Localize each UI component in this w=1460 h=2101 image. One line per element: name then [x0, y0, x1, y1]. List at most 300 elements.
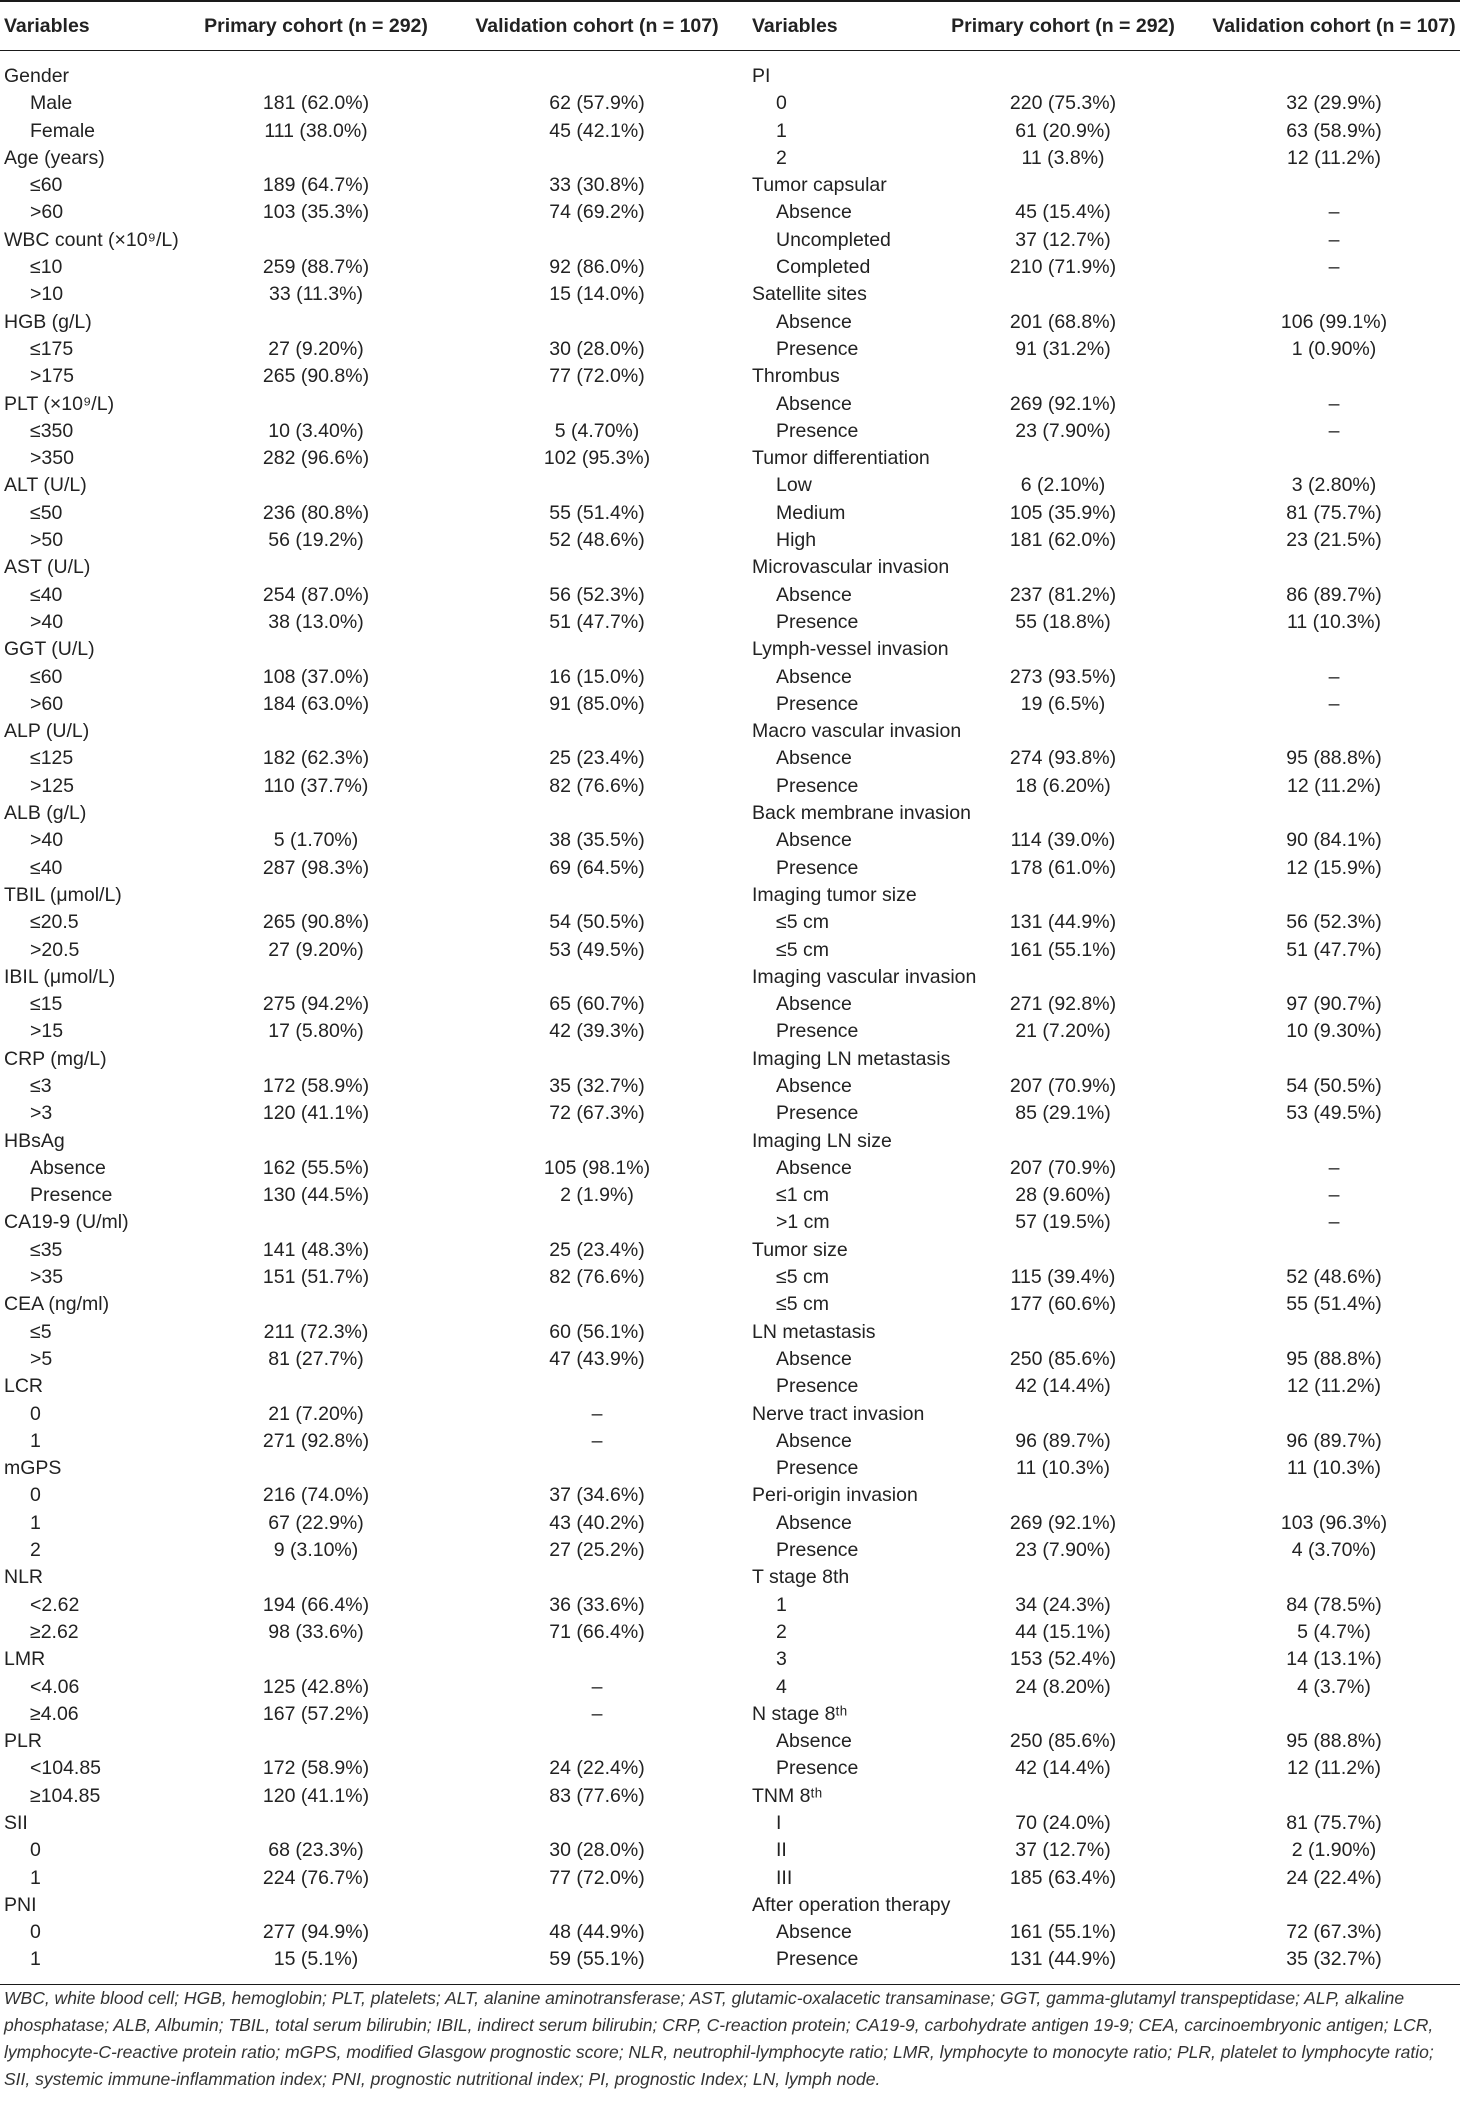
variable-group-label: Gender [4, 65, 70, 87]
variable-group-label: PI [752, 65, 771, 87]
variable-level-label: Absence [776, 1429, 852, 1452]
variable-level-label: Uncompleted [776, 228, 891, 251]
validation-cohort-value [450, 718, 744, 745]
primary-cohort-value [930, 1892, 1196, 1919]
primary-cohort-value: 24 (8.20%) [1015, 1675, 1111, 1698]
primary-cohort-value: 15 (5.1%) [273, 1948, 359, 1971]
primary-cohort-value: 172 (58.9%) [262, 1074, 370, 1097]
variable-group-label: Age (years) [4, 146, 105, 169]
primary-cohort-value: 96 (89.7%) [1015, 1429, 1111, 1452]
table-row [0, 718, 1460, 745]
variable-group-label: IBIL (μmol/L) [4, 965, 116, 988]
variable-level-label: Completed [776, 256, 871, 279]
validation-cohort-value [450, 1646, 744, 1673]
validation-cohort-value: 14 (13.1%) [1286, 1648, 1382, 1671]
table-row [0, 1755, 1460, 1782]
primary-cohort-value: 177 (60.6%) [1009, 1293, 1117, 1316]
variable-group-label: LN metastasis [752, 1320, 876, 1343]
validation-cohort-value: 60 (56.1%) [549, 1320, 645, 1343]
variable-level-label: 1 [776, 119, 787, 142]
validation-cohort-value: 5 (4.70%) [554, 419, 640, 442]
variable-group-label: Tumor size [752, 1238, 848, 1261]
primary-cohort-value [182, 1291, 450, 1318]
primary-cohort-value: 161 (55.1%) [1009, 938, 1117, 961]
primary-cohort-value: 265 (90.8%) [262, 365, 370, 388]
variable-level-label: Absence [776, 993, 852, 1016]
primary-cohort-value: 131 (44.9%) [1009, 1948, 1117, 1971]
validation-cohort-value: 51 (47.7%) [1286, 938, 1382, 961]
validation-cohort-value: 24 (22.4%) [549, 1757, 645, 1780]
validation-cohort-value: – [1328, 228, 1340, 251]
validation-cohort-value: 54 (50.5%) [1286, 1074, 1382, 1097]
validation-cohort-value: 47 (43.9%) [549, 1347, 645, 1370]
variable-level-label: Absence [776, 1511, 852, 1534]
primary-cohort-value: 19 (6.5%) [1020, 692, 1106, 715]
variable-group-label: ALB (g/L) [4, 802, 87, 825]
table-row [0, 418, 1460, 445]
variable-level-label: >35 [30, 1266, 64, 1289]
validation-cohort-value: 23 (21.5%) [1286, 529, 1382, 552]
primary-cohort-value [182, 718, 450, 745]
validation-cohort-value: 54 (50.5%) [549, 911, 645, 934]
primary-cohort-value: 236 (80.8%) [262, 501, 370, 524]
primary-cohort-value: 250 (85.6%) [1009, 1730, 1117, 1753]
table-row [0, 827, 1460, 854]
variable-level-label: ≤5 cm [776, 938, 829, 961]
validation-cohort-value [1196, 1892, 1460, 1919]
table-row [0, 1674, 1460, 1701]
variable-level-label: >20.5 [30, 938, 80, 961]
table-row [0, 1646, 1460, 1673]
validation-cohort-value: 62 (57.9%) [549, 92, 645, 115]
primary-cohort-value: 274 (93.8%) [1009, 747, 1117, 770]
primary-cohort-value [182, 1373, 450, 1400]
primary-cohort-value: 271 (92.8%) [262, 1429, 370, 1452]
validation-cohort-value: 53 (49.5%) [549, 938, 645, 961]
variable-group-label: Microvascular invasion [752, 556, 950, 579]
variable-level-label: 3 [776, 1648, 787, 1671]
variable-level-label: >60 [30, 201, 64, 224]
variable-level-label: Presence [776, 1102, 859, 1125]
variable-level-label: ≤1 cm [776, 1184, 829, 1207]
table-row [0, 1209, 1460, 1236]
variable-group-label: HGB (g/L) [4, 310, 92, 333]
variable-level-label: Presence [776, 692, 859, 715]
variable-level-label: ≤175 [30, 337, 74, 360]
table-row [0, 1100, 1460, 1127]
validation-cohort-value [450, 882, 744, 909]
primary-cohort-value [182, 1455, 450, 1482]
validation-cohort-value [1196, 882, 1460, 909]
validation-cohort-value: – [591, 1402, 603, 1425]
validation-cohort-value [450, 1810, 744, 1837]
primary-cohort-value [930, 1319, 1196, 1346]
primary-cohort-value: 182 (62.3%) [262, 747, 370, 770]
variable-level-label: Medium [776, 501, 846, 524]
table-row [0, 445, 1460, 472]
table-row [0, 1837, 1460, 1864]
col-header-primary-right: Primary cohort (n = 292) [930, 1, 1196, 51]
variable-group-label: Imaging LN metastasis [752, 1047, 951, 1070]
validation-cohort-value: 43 (40.2%) [549, 1511, 645, 1534]
table-row [0, 664, 1460, 691]
validation-cohort-value [450, 1291, 744, 1318]
primary-cohort-value [182, 1728, 450, 1755]
variable-group-label: Nerve tract invasion [752, 1402, 925, 1425]
variable-level-label: >125 [30, 774, 74, 797]
table-row [0, 472, 1460, 499]
variable-level-label: ≥104.85 [30, 1784, 101, 1807]
variable-level-label: Presence [776, 1757, 859, 1780]
validation-cohort-value: – [591, 1675, 603, 1698]
validation-cohort-value [450, 391, 744, 418]
variable-group-label: CRP (mg/L) [4, 1047, 107, 1070]
validation-cohort-value: 56 (52.3%) [1286, 911, 1382, 934]
table-row [0, 1264, 1460, 1291]
variable-level-label: >60 [30, 692, 64, 715]
validation-cohort-value [450, 1209, 744, 1236]
variable-level-label: Absence [776, 1347, 852, 1370]
variable-level-label: ≤5 cm [776, 1266, 829, 1289]
validation-cohort-value: 92 (86.0%) [549, 256, 645, 279]
primary-cohort-value [930, 1701, 1196, 1728]
primary-cohort-value: 5 (1.70%) [273, 829, 359, 852]
variable-level-label: Absence [776, 1921, 852, 1944]
validation-cohort-value: 36 (33.6%) [549, 1593, 645, 1616]
table-row [0, 1401, 1460, 1428]
variable-group-label: Imaging LN size [752, 1129, 892, 1152]
variable-level-label: ≤20.5 [30, 911, 79, 934]
validation-cohort-value: 30 (28.0%) [549, 337, 645, 360]
validation-cohort-value: 63 (58.9%) [1286, 119, 1382, 142]
primary-cohort-value: 120 (41.1%) [262, 1784, 370, 1807]
primary-cohort-value [930, 1128, 1196, 1155]
variable-group-label: Macro vascular invasion [752, 720, 962, 743]
validation-cohort-value: 12 (11.2%) [1287, 1757, 1381, 1780]
validation-cohort-value: 91 (85.0%) [549, 692, 645, 715]
validation-cohort-value [1196, 445, 1460, 472]
validation-cohort-value [1196, 1237, 1460, 1264]
primary-cohort-value: 167 (57.2%) [262, 1702, 370, 1725]
table-row [0, 882, 1460, 909]
table-row [0, 1155, 1460, 1182]
validation-cohort-value: 12 (11.2%) [1287, 1375, 1381, 1398]
primary-cohort-value: 178 (61.0%) [1009, 856, 1117, 879]
variable-level-label: Presence [776, 774, 859, 797]
primary-cohort-value: 237 (81.2%) [1009, 583, 1117, 606]
table-row [0, 1346, 1460, 1373]
variable-level-label: ≤15 [30, 993, 63, 1016]
variable-level-label: >10 [30, 283, 64, 306]
table-body [0, 51, 1460, 1985]
variable-group-label: Lymph-vessel invasion [752, 638, 949, 661]
primary-cohort-value: 125 (42.8%) [262, 1675, 370, 1698]
primary-cohort-value: 181 (62.0%) [262, 92, 370, 115]
variable-level-label: <104.85 [30, 1757, 102, 1780]
variable-level-label: 2 [776, 1620, 787, 1643]
primary-cohort-value: 207 (70.9%) [1009, 1074, 1117, 1097]
primary-cohort-value [182, 1810, 450, 1837]
validation-cohort-value [450, 51, 744, 91]
validation-cohort-value: 55 (51.4%) [1286, 1293, 1382, 1316]
validation-cohort-value: 52 (48.6%) [1286, 1266, 1382, 1289]
validation-cohort-value [1196, 281, 1460, 308]
validation-cohort-value [1196, 1401, 1460, 1428]
validation-cohort-value: 105 (98.1%) [543, 1156, 651, 1179]
variable-level-label: <2.62 [30, 1593, 80, 1616]
validation-cohort-value: 16 (15.0%) [549, 665, 645, 688]
table-row [0, 1919, 1460, 1946]
table-row [0, 1946, 1460, 1984]
variable-group-label: PLT (×10⁹/L) [4, 392, 115, 415]
variable-group-label: Tumor differentiation [752, 447, 930, 470]
variable-level-label: ≤10 [30, 256, 63, 279]
table-row [0, 1237, 1460, 1264]
variable-group-label: AST (U/L) [4, 556, 91, 579]
validation-cohort-value: 1 (0.90%) [1291, 337, 1377, 360]
variable-group-label: T stage 8th [752, 1566, 850, 1589]
variable-level-label: ≤125 [30, 747, 74, 770]
primary-cohort-value: 42 (14.4%) [1015, 1757, 1111, 1780]
validation-cohort-value [450, 1892, 744, 1919]
validation-cohort-value: 81 (75.7%) [1286, 501, 1382, 524]
validation-cohort-value: 95 (88.8%) [1286, 1730, 1382, 1753]
primary-cohort-value: 17 (5.80%) [268, 1020, 364, 1043]
validation-cohort-value [1196, 554, 1460, 581]
primary-cohort-value: 33 (11.3%) [269, 283, 363, 306]
variable-level-label: ≤5 [30, 1320, 52, 1343]
table-row [0, 1455, 1460, 1482]
primary-cohort-value [930, 363, 1196, 390]
variable-group-label: Satellite sites [752, 283, 867, 306]
variable-level-label: ≤60 [30, 174, 63, 197]
variable-level-label: ≤60 [30, 665, 63, 688]
validation-cohort-value: 42 (39.3%) [549, 1020, 645, 1043]
validation-cohort-value: 35 (32.7%) [549, 1074, 645, 1097]
col-header-validation-left: Validation cohort (n = 107) [450, 1, 744, 51]
variable-level-label: High [776, 529, 817, 552]
table-row [0, 554, 1460, 581]
primary-cohort-value [930, 554, 1196, 581]
validation-cohort-value: – [591, 1702, 603, 1725]
variable-level-label: II [776, 1839, 787, 1862]
variable-level-label: Absence [776, 1730, 852, 1753]
variable-level-label: ≤350 [30, 419, 74, 442]
primary-cohort-value: 277 (94.9%) [262, 1921, 370, 1944]
primary-cohort-value [182, 800, 450, 827]
validation-cohort-value: 55 (51.4%) [549, 501, 645, 524]
primary-cohort-value [930, 1237, 1196, 1264]
validation-cohort-value: 77 (72.0%) [549, 365, 645, 388]
variable-group-label: GGT (U/L) [4, 638, 95, 661]
primary-cohort-value: 259 (88.7%) [262, 256, 370, 279]
primary-cohort-value: 282 (96.6%) [262, 447, 370, 470]
validation-cohort-value: 4 (3.7%) [1297, 1675, 1371, 1698]
primary-cohort-value: 254 (87.0%) [262, 583, 370, 606]
primary-cohort-value: 162 (55.5%) [262, 1156, 370, 1179]
validation-cohort-value: 5 (4.7%) [1297, 1620, 1371, 1643]
validation-cohort-value: 25 (23.4%) [549, 1238, 645, 1261]
primary-cohort-value [182, 145, 450, 172]
primary-cohort-value: 114 (39.0%) [1010, 829, 1116, 852]
table-row [0, 691, 1460, 718]
primary-cohort-value: 44 (15.1%) [1015, 1620, 1111, 1643]
variable-level-label: 1 [30, 1511, 41, 1534]
variable-group-label: HBsAg [4, 1129, 65, 1152]
variable-level-label: 2 [776, 146, 787, 169]
primary-cohort-value: 275 (94.2%) [262, 993, 370, 1016]
validation-cohort-value [1196, 800, 1460, 827]
validation-cohort-value: 35 (32.7%) [1286, 1948, 1382, 1971]
table-row [0, 964, 1460, 991]
validation-cohort-value: – [591, 1429, 603, 1452]
primary-cohort-value: 210 (71.9%) [1009, 256, 1117, 279]
validation-cohort-value: 2 (1.9%) [560, 1184, 634, 1207]
validation-cohort-value: 10 (9.30%) [1286, 1020, 1382, 1043]
variable-group-label: PNI [4, 1893, 37, 1916]
validation-cohort-value: 82 (76.6%) [549, 1266, 645, 1289]
table-row [0, 636, 1460, 663]
variable-level-label: 0 [30, 1484, 41, 1507]
variable-level-label: 1 [30, 1866, 41, 1889]
validation-cohort-value: 11 (10.3%) [1287, 1457, 1381, 1480]
primary-cohort-value: 269 (92.1%) [1009, 392, 1117, 415]
validation-cohort-value: 38 (35.5%) [549, 829, 645, 852]
validation-cohort-value: – [1328, 1211, 1340, 1234]
primary-cohort-value: 85 (29.1%) [1015, 1102, 1111, 1125]
variable-level-label: Presence [30, 1184, 113, 1207]
validation-cohort-value [1196, 1319, 1460, 1346]
validation-cohort-value: 24 (22.4%) [1286, 1866, 1382, 1889]
validation-cohort-value [450, 964, 744, 991]
primary-cohort-value: 287 (98.3%) [262, 856, 370, 879]
validation-cohort-value [1196, 636, 1460, 663]
table-row [0, 1428, 1460, 1455]
validation-cohort-value: 53 (49.5%) [1286, 1102, 1382, 1125]
variable-level-label: 0 [30, 1402, 41, 1425]
table-row [0, 1046, 1460, 1073]
table-row [0, 391, 1460, 418]
variable-level-label: ≤40 [30, 583, 63, 606]
table-row [0, 1373, 1460, 1400]
table-row [0, 1291, 1460, 1318]
primary-cohort-value: 224 (76.7%) [262, 1866, 370, 1889]
variable-group-label: mGPS [4, 1457, 62, 1480]
primary-cohort-value: 56 (19.2%) [268, 529, 364, 552]
variable-group-label: CEA (ng/ml) [4, 1293, 110, 1316]
primary-cohort-value [930, 445, 1196, 472]
variable-level-label: Low [776, 474, 812, 497]
primary-cohort-value: 161 (55.1%) [1009, 1921, 1117, 1944]
primary-cohort-value: 184 (63.0%) [262, 692, 370, 715]
col-header-validation-right: Validation cohort (n = 107) [1196, 1, 1460, 51]
table-row [0, 51, 1460, 91]
table-row [0, 1592, 1460, 1619]
table-row [0, 145, 1460, 172]
primary-cohort-value [182, 964, 450, 991]
variable-level-label: I [776, 1812, 782, 1834]
validation-cohort-value: 56 (52.3%) [549, 583, 645, 606]
primary-cohort-value: 201 (68.8%) [1009, 310, 1117, 333]
table-row [0, 172, 1460, 199]
primary-cohort-value [182, 1209, 450, 1236]
variable-level-label: Absence [776, 392, 852, 415]
variable-level-label: Absence [30, 1156, 106, 1179]
primary-cohort-value: 27 (9.20%) [268, 938, 364, 961]
variable-group-label: ALT (U/L) [4, 474, 87, 497]
validation-cohort-value: 32 (29.9%) [1286, 92, 1382, 115]
table-row [0, 1537, 1460, 1564]
primary-cohort-value [930, 718, 1196, 745]
col-header-variables-right: Variables [744, 1, 930, 51]
primary-cohort-value: 111 (38.0%) [264, 119, 368, 142]
validation-cohort-value [1196, 1783, 1460, 1810]
table-row [0, 1701, 1460, 1728]
table-row [0, 227, 1460, 254]
primary-cohort-value [182, 309, 450, 336]
validation-cohort-value [450, 1373, 744, 1400]
validation-cohort-value: 72 (67.3%) [1286, 1921, 1382, 1944]
validation-cohort-value [1196, 964, 1460, 991]
validation-cohort-value: 37 (34.6%) [549, 1484, 645, 1507]
primary-cohort-value [182, 227, 450, 254]
variable-level-label: 4 [776, 1675, 787, 1698]
primary-cohort-value [182, 882, 450, 909]
validation-cohort-value: – [1328, 256, 1340, 279]
primary-cohort-value: 269 (92.1%) [1009, 1511, 1117, 1534]
validation-cohort-value [450, 1455, 744, 1482]
validation-cohort-value: 69 (64.5%) [549, 856, 645, 879]
variable-level-label: Presence [776, 1457, 859, 1480]
variable-group-label: PLR [4, 1730, 42, 1753]
variable-level-label: ≤5 cm [776, 911, 829, 934]
table-row [0, 773, 1460, 800]
table-row [0, 1865, 1460, 1892]
variable-group-label: Imaging tumor size [752, 883, 917, 906]
primary-cohort-value: 194 (66.4%) [262, 1593, 370, 1616]
validation-cohort-value: – [1328, 1184, 1340, 1207]
validation-cohort-value: 52 (48.6%) [549, 529, 645, 552]
variable-group-label: Tumor capsular [752, 174, 887, 197]
variable-level-label: 1 [776, 1593, 787, 1616]
validation-cohort-value: 12 (15.9%) [1286, 856, 1382, 879]
validation-cohort-value [450, 145, 744, 172]
variable-level-label: Presence [776, 1375, 859, 1398]
variable-level-label: 0 [30, 1839, 41, 1862]
variable-level-label: ≥4.06 [30, 1702, 79, 1725]
validation-cohort-value: 81 (75.7%) [1286, 1812, 1382, 1834]
table-footnote: WBC, white blood cell; HGB, hemoglobin; PLT, platelets; ALT, alanine aminotransferase; AST, glutamic-oxalacetic transaminase; GGT, gamma-glutamyl transpeptidase; ALP, alkaline phosphatase; ALB, Albumin; TBIL, total serum bilirubin; IBIL, indirect serum bilirubin; CRP, C-reaction protein; CA19-9, carbohydrate antigen 19-9; CEA, carcinoembryonic antigen; LCR, lymphocyte-C-reactive protein ratio; mGPS, modified Glasgow prognostic score; NLR, neutrophil-lymphocyte ratio; LMR, lymphocyte to monocyte ratio; PLR, platelet to lymphocyte ratio; SII, systemic immune-inflammation index; PNI, prognostic nutritional index; PI, prognostic Index; LN, lymph node. [4, 1988, 1434, 2089]
primary-cohort-value: 23 (7.90%) [1015, 419, 1111, 442]
variable-level-label: Presence [776, 337, 859, 360]
table-row [0, 991, 1460, 1018]
primary-cohort-value [930, 172, 1196, 199]
variable-level-label: >350 [30, 447, 74, 470]
primary-cohort-value: 21 (7.20%) [1015, 1020, 1111, 1043]
validation-cohort-value: 83 (77.6%) [549, 1784, 645, 1807]
validation-cohort-value: 71 (66.4%) [549, 1620, 645, 1643]
validation-cohort-value [1196, 718, 1460, 745]
variable-level-label: Presence [776, 856, 859, 879]
variable-level-label: 2 [30, 1539, 41, 1562]
validation-cohort-value: 45 (42.1%) [549, 119, 645, 142]
validation-cohort-value: 84 (78.5%) [1286, 1593, 1382, 1616]
variable-level-label: >40 [30, 610, 64, 633]
validation-cohort-value: – [1328, 201, 1340, 224]
variable-group-label: CA19-9 (U/ml) [4, 1211, 129, 1234]
primary-cohort-value [930, 882, 1196, 909]
validation-cohort-value: 103 (96.3%) [1280, 1511, 1388, 1534]
